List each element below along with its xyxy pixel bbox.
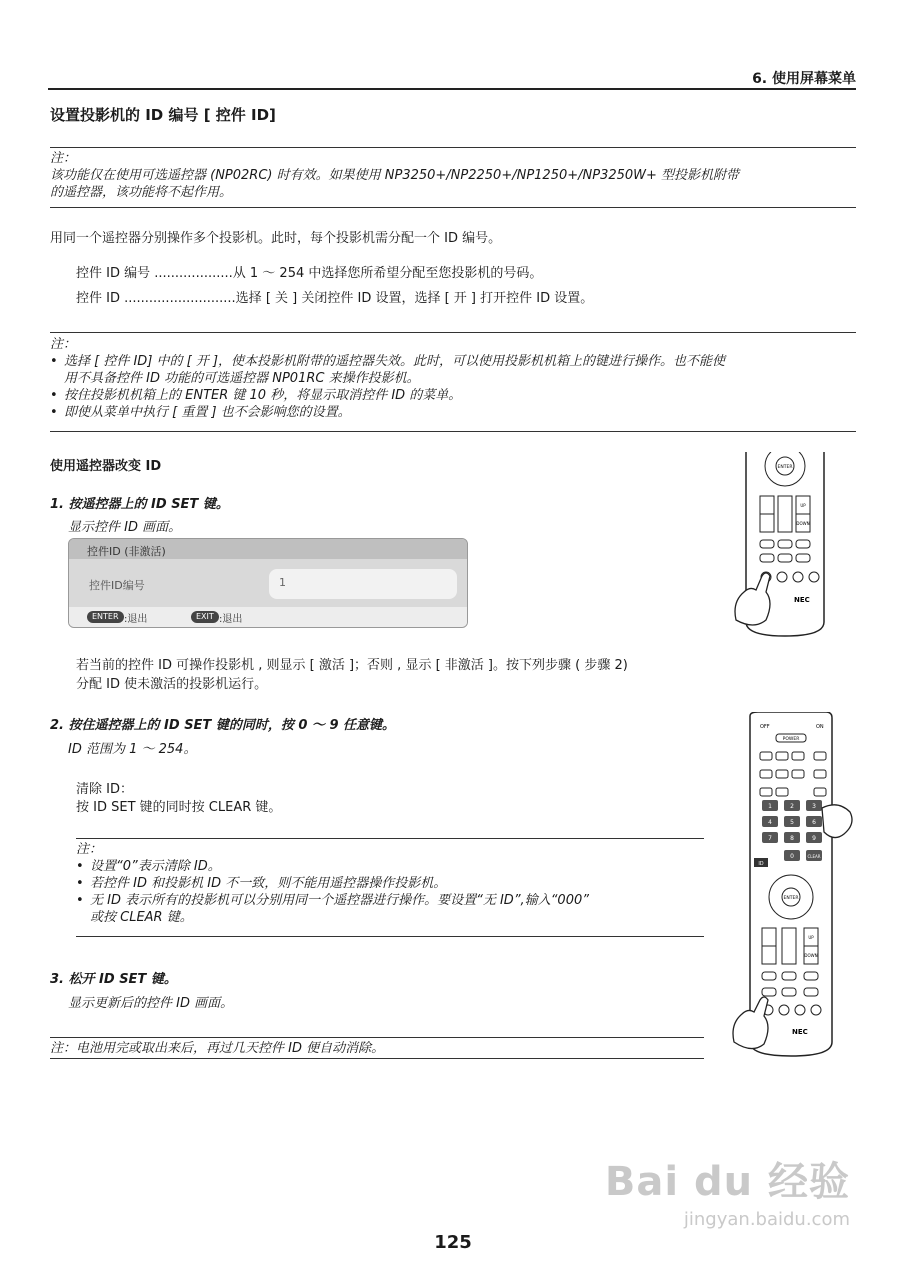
note-item: • 无 ID 表示所有的投影机可以分别用同一个遥控器进行操作。要设置“无 ID”,输入“000” [76,892,704,909]
clear-id-text: 按 ID SET 键的同时按 CLEAR 键。 [76,800,282,815]
note-line: 的遥控器，该功能将不起作用。 [50,185,233,200]
note-3 [76,841,704,926]
screen-title: 控件ID (非激活) [87,545,166,558]
freeze-key [804,988,818,996]
note-rule-top [50,1037,704,1038]
power-label: POWER [782,737,800,742]
lens-key [777,572,787,582]
step-3: 3. 松开 ID SET 键。 [50,972,177,987]
screen-footer [69,607,467,627]
aspect-key [804,972,818,980]
note-label: 注： [76,842,103,857]
num-label: 1 [768,803,772,810]
hdmi-key [814,770,826,778]
header-rule [48,88,856,90]
on-label: ON [816,724,824,730]
lamp-key [778,540,792,548]
exit-key-badge: EXIT [191,611,219,623]
note-4: 注：电池用完或取出来后，再过几天控件 ID 便自动消除。 [50,1041,385,1056]
para-line: 分配 ID 使未激活的投影机运行。 [76,677,268,692]
screen-key [782,988,796,996]
up-label: UP [808,935,814,940]
auto-key [760,554,774,562]
def-item: 控件 ID 编号 ...................从 1 ～ 254 中选择您所希望分配至您投影机的号码。 [76,266,543,281]
zoom-key [795,1005,805,1015]
computer3-key [792,752,804,760]
step-3-sub: 显示更新后的控件 ID 画面。 [68,996,234,1011]
num-label: 4 [768,819,772,826]
component-key [792,770,804,778]
num-label: 7 [768,835,772,842]
note-item-cont: 用不具备控件 ID 功能的可选遥控器 NP01RC 来操作投影机。 [64,371,420,386]
remote-illustration-2 [728,712,854,1060]
computer1-key [760,752,772,760]
exit-key-text: :退出 [219,614,243,625]
chapter-title: 6. 使用屏幕菜单 [752,71,856,87]
para-1 [76,656,628,694]
num-label: 9 [812,835,816,842]
note-rule-top [76,838,704,839]
intro-text: 用同一个遥控器分别操作多个投影机。此时，每个投影机需分配一个 ID 编号。 [50,231,502,246]
note-line: 该功能仅在使用可选遥控器 (NP02RC) 时有效。如果使用 NP3250+/NP2250+/NP1250+/NP3250W+ 型投影机附带 [50,168,740,183]
note-rule-bottom [50,207,856,208]
num-label: 0 [790,853,794,860]
enter-key-badge: ENTER [87,611,124,623]
note-item: • 按住投影机机箱上的 ENTER 键 10 秒，将显示取消控件 ID 的菜单。 [50,387,860,404]
control-id-screen [68,538,468,628]
note-item: • 设置“0”表示清除 ID。 [76,858,704,875]
num-label: 2 [790,803,794,810]
computer2-key [776,752,788,760]
picture-key [762,972,776,980]
help-key [809,572,819,582]
note-rule-top [50,332,856,333]
step-2: 2. 按住遥控器上的 ID SET 键的同时，按 0 ～ 9 任意键。 [50,718,396,733]
zoom-key [793,572,803,582]
lens-key [779,1005,789,1015]
finger-hand-icon [822,805,852,838]
control-id-value: 1 [279,576,286,589]
step-1-sub: 显示控件 ID 画面。 [68,520,182,535]
step-2-sub: ID 范围为 1 ～ 254。 [68,742,197,757]
control-id-field[interactable] [269,569,457,599]
para-line: 若当前的控件 ID 可操作投影机 , 则显示 [ 激活 ]；否则 , 显示 [ 非激活 ]。按下列步骤 ( 步骤 2) [76,658,628,673]
subsection-title: 使用遥控器改变 ID [50,459,162,474]
up-label: UP [800,503,806,508]
step-1: 1. 按遥控器上的 ID SET 键。 [50,497,229,512]
page-number: 125 [434,1232,472,1253]
auto-key [762,988,776,996]
note-rule-bottom [76,936,704,937]
note-rule-bottom [50,1058,704,1059]
clear-label: CLEAR [807,854,821,859]
note-1 [50,150,860,201]
help-key [811,1005,821,1015]
picture-key [760,540,774,548]
magnify-key [778,496,792,532]
num-label: 3 [812,803,816,810]
watermark [605,1150,850,1230]
nec-logo: NEC [794,596,810,604]
viewer-key [760,788,772,796]
remote-illustration-1 [728,452,842,638]
note-2 [50,336,860,421]
num-label: 5 [790,819,794,826]
note-rule-top [50,147,856,148]
vol-plus [762,928,776,946]
note-label: 注： [50,337,77,352]
note-item: • 选择 [ 控件 ID] 中的 [ 开 ]，使本投影机附带的遥控器失效。此时，可以使用投影机机箱上的键进行操作。也不能使 [50,353,860,370]
note-rule-bottom [50,431,856,432]
id-label: ID [758,861,764,867]
screen-field-label: 控件ID编号 [89,579,145,592]
enter-label: ENTER [783,896,799,901]
vol-minus [762,946,776,964]
enter-label: ENTER [777,465,793,470]
lamp-key [782,972,796,980]
svideo-key [776,770,788,778]
pip-key [814,788,826,796]
num-label: 8 [790,835,794,842]
note-item: • 即使从菜单中执行 [ 重置 ] 也不会影响您的设置。 [50,404,860,421]
network-key [776,788,788,796]
note-label: 注： [50,151,77,166]
nec-logo: NEC [792,1028,808,1036]
watermark-logo: Bai du 经验 [604,1159,850,1205]
down-label: DOWN [804,953,818,958]
down-label: DOWN [796,521,810,526]
num-label: 6 [812,819,816,826]
off-label: OFF [760,724,770,730]
enter-key-text: :退出 [124,614,148,625]
freeze-key [796,554,810,562]
section-title: 设置投影机的 ID 编号 [ 控件 ID] [50,106,276,124]
vol-plus [760,496,774,514]
magnify-key [782,928,796,964]
def-item: 控件 ID ...........................选择 [ 关 ] 关闭控件 ID 设置，选择 [ 开 ] 打开控件 ID 设置。 [76,291,594,306]
screen-key [778,554,792,562]
watermark-url: jingyan.baidu.com [683,1209,850,1230]
aspect-key [796,540,810,548]
video-key [760,770,772,778]
note-item-cont: 或按 CLEAR 键。 [90,910,193,925]
clear-id-title: 清除 ID： [76,782,133,797]
auto-adj-key [814,752,826,760]
vol-minus [760,514,774,532]
note-item: • 若控件 ID 和投影机 ID 不一致，则不能用遥控器操作投影机。 [76,875,704,892]
